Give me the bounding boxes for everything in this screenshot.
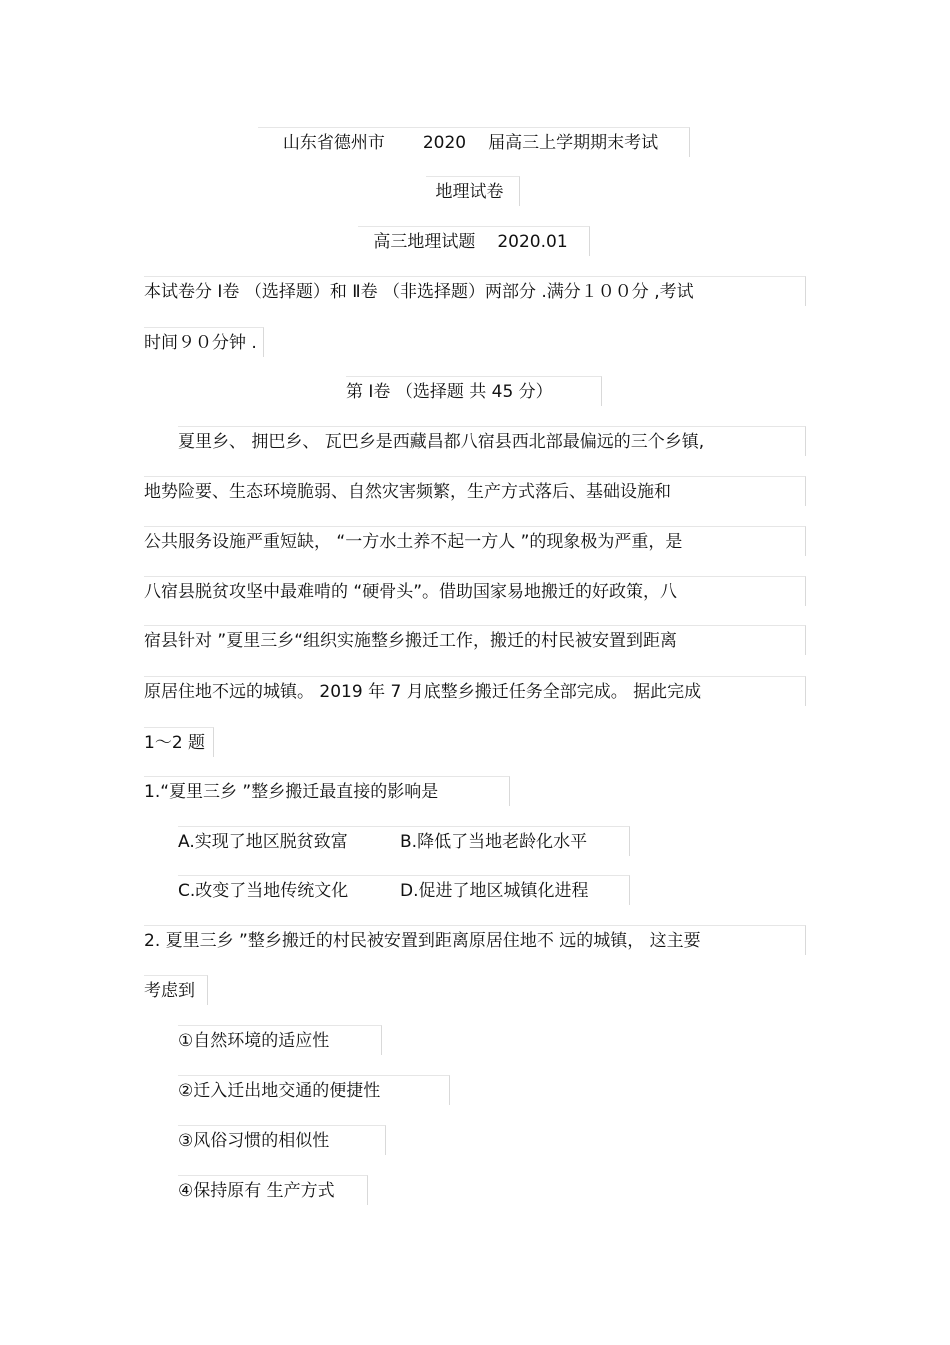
passage-line-7: 1～2 题: [144, 727, 214, 757]
exam-title: [258, 127, 690, 157]
passage-line-3: 公共服务设施严重短缺， “一方水土养不起一方人 ”的现象极为严重，是: [144, 526, 806, 556]
section-title: 第 Ⅰ卷 （选择题 共 45 分）: [346, 376, 602, 406]
q2-item-1: ①自然环境的适应性: [178, 1025, 382, 1055]
intro-line-1: 本试卷分 Ⅰ卷 （选择题）和 Ⅱ卷 （非选择题）两部分 .满分１００分 ,考试: [144, 276, 806, 306]
passage-line-4: 八宿县脱贫攻坚中最难啃的 “硬骨头”。借助国家易地搬迁的好政策，八: [144, 576, 806, 606]
q2-stem-line-2: 考虑到: [144, 975, 208, 1005]
q1-option-d: D.促进了地区城镇化进程: [400, 881, 589, 901]
passage-line-5: 宿县针对 ”夏里三乡“组织实施整乡搬迁工作，搬迁的村民被安置到距离: [144, 625, 806, 655]
exam-subject: 地理试卷: [426, 176, 520, 206]
q1-options-row-2: [178, 875, 630, 905]
exam-title-year: 2020: [422, 133, 467, 153]
passage-line-1: 夏里乡、 拥巴乡、 瓦巴乡是西藏昌都八宿县西北部最偏远的三个乡镇,: [178, 426, 806, 456]
q1-stem: 1.“夏里三乡 ”整乡搬迁最直接的影响是: [144, 776, 510, 806]
passage-line-2: 地势险要、生态环境脆弱、自然灾害频繁，生产方式落后、基础设施和: [144, 476, 806, 506]
q1-option-c: C.改变了当地传统文化: [178, 881, 349, 901]
exam-title-name: 届高三上学期期末考试: [488, 133, 659, 153]
exam-subtitle-text: 高三地理试题: [373, 232, 476, 252]
q1-option-b: B.降低了当地老龄化水平: [400, 832, 588, 852]
q1-option-a: A.实现了地区脱贫致富: [178, 832, 348, 852]
q2-item-2: ②迁入迁出地交通的便捷性: [178, 1075, 450, 1105]
q1-options-row-1: [178, 826, 630, 856]
exam-title-region: 山东省德州市: [282, 133, 385, 153]
q2-item-4: ④保持原有 生产方式: [178, 1175, 368, 1205]
q2-item-3: ③风俗习惯的相似性: [178, 1125, 386, 1155]
intro-line-2: 时间９０分钟 .: [144, 327, 264, 357]
exam-subtitle: [358, 226, 590, 256]
q2-stem-line-1: 2. 夏里三乡 ”整乡搬迁的村民被安置到距离原居住地不 远的城镇， 这主要: [144, 925, 806, 955]
exam-subtitle-date: 2020.01: [497, 232, 568, 252]
passage-line-6: 原居住地不远的城镇。 2019 年 7 月底整乡搬迁任务全部完成。 据此完成: [144, 676, 806, 706]
